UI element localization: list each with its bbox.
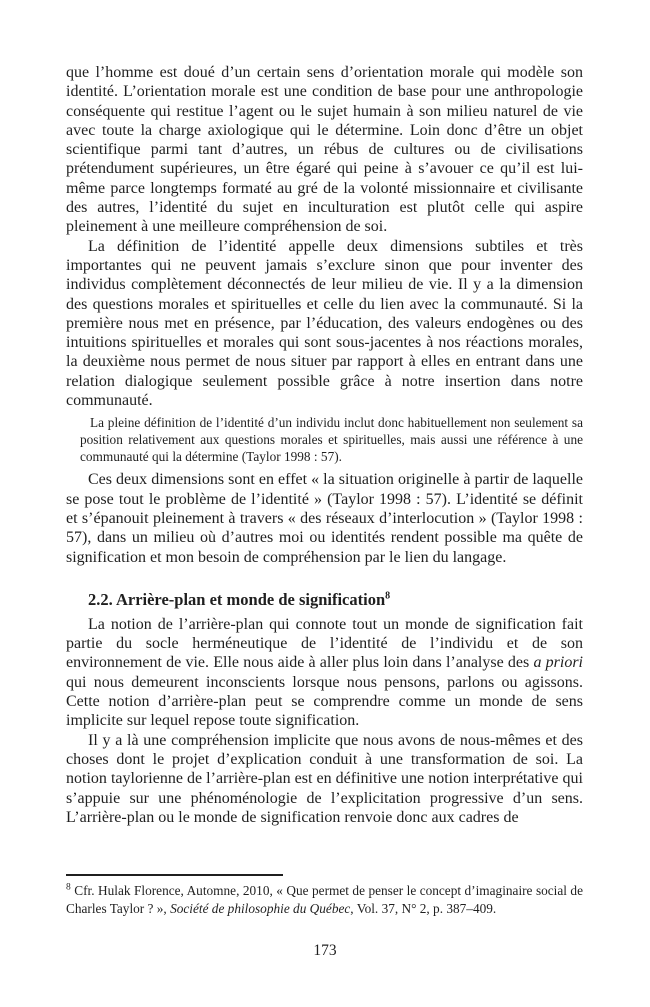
paragraph: Ces deux dimensions sont en effet « la situation originelle à partir de laquelle se pose tout le problème de l’identité » (Taylor 1998 : 57). L’identité se définit et s’épanouit pleinement à travers « des réseaux d’interlocution » (Taylor 1998 : 57), dans un milieu où d’autres moi ou identités rendent possible ma quête de signification et mon besoin de compréhension par le lien du langage. <box>66 471 583 566</box>
footnote <box>66 882 583 919</box>
section-heading-text: 2.2. Arrière-plan et monde de signification <box>88 589 386 609</box>
footnote-journal-title: Société de philosophie du Québec <box>170 901 351 916</box>
footnote-area <box>66 874 583 919</box>
footnote-separator <box>66 874 283 876</box>
block-quote: La pleine définition de l’identité d’un individu inclut donc habituellement non seulement sa position relativement aux questions morales et spirituelles, mais aussi une référence à une communauté qui la détermine (Taylor 1998 : 57). <box>80 415 583 465</box>
paragraph-text: La notion de l’arrière-plan qui connote tout un monde de signification fait partie du socle herméneutique de l’identité de l’individu et de son environnement de vie. Elle nous aide à aller plus loin dans l’analyse des <box>66 615 583 672</box>
footnote-reference: 8 <box>385 590 391 602</box>
paragraph: La définition de l’identité appelle deux dimensions subtiles et très importantes qui ne peuvent jamais s’exclure sinon que pour inventer des individus complètement déconnectés de leur milieu de vie. Il y a la dimension des questions morales et spirituelles et celle du lien avec la communauté. Si la première nous met en présence, par l’éducation, des valeurs endogènes ou des intuitions spirituelles et morales qui sont sous-jacentes à nos réactions morales, la deuxième nous permet de nous situer par rapport à elles en entrant dans une relation dialogique seulement possible grâce à notre insertion dans notre communauté. <box>66 237 583 410</box>
section-heading <box>66 589 583 610</box>
paragraph: Il y a là une compréhension implicite que nous avons de nous-mêmes et des choses dont le projet d’explication conduit à une transformation de soi. La notion taylorienne de l’arrière-plan est en définitive une notion interprétative qui s’appuie sur une phénoménologie de l’explicitation progressive d’un sens. L’arrière-plan ou le monde de signification renvoie donc aux cadres de <box>66 731 583 826</box>
paragraph-continuation: que l’homme est doué d’un certain sens d’orientation morale qui modèle son identité. L’orientation morale est une condition de base pour une anthropologie conséquente qui restitue l’agent ou le sujet humain à son milieu naturel de vie avec toute la charge axiologique qui le détermine. Loin donc d’être un objet scientifique parmi tant d’autres, un rébus de cultures ou de civilisations prétendument supérieures, un être égaré qui peine à s’avouer ce qu’il est lui-même parce longtemps formaté au gré de la volonté missionnaire et civilisante des autres, l’identité du sujet en inculturation est plutôt celle qui aspire pleinement à une meilleure compréhension de soi. <box>66 64 583 236</box>
footnote-text-part: , Vol. 37, N° 2, p. 387–409. <box>350 901 497 916</box>
page-number: 173 <box>313 942 337 959</box>
footnote-text-part: Cfr. Hulak Florence, Automne, 2010, « Que permet de penser le concept d’imaginaire social de Charles Taylor ? », <box>66 882 583 916</box>
footnote-marker: 8 <box>66 882 71 893</box>
paragraph <box>66 615 583 731</box>
paragraph-text: qui nous demeurent inconscients lorsque nous pensons, parlons ou agissons. Cette notion d’arrière-plan peut se comprendre comme un monde de sens implicite sur lequel repose toute signification. <box>66 673 583 730</box>
text-column <box>66 63 583 827</box>
italic-phrase: a priori <box>533 654 584 672</box>
